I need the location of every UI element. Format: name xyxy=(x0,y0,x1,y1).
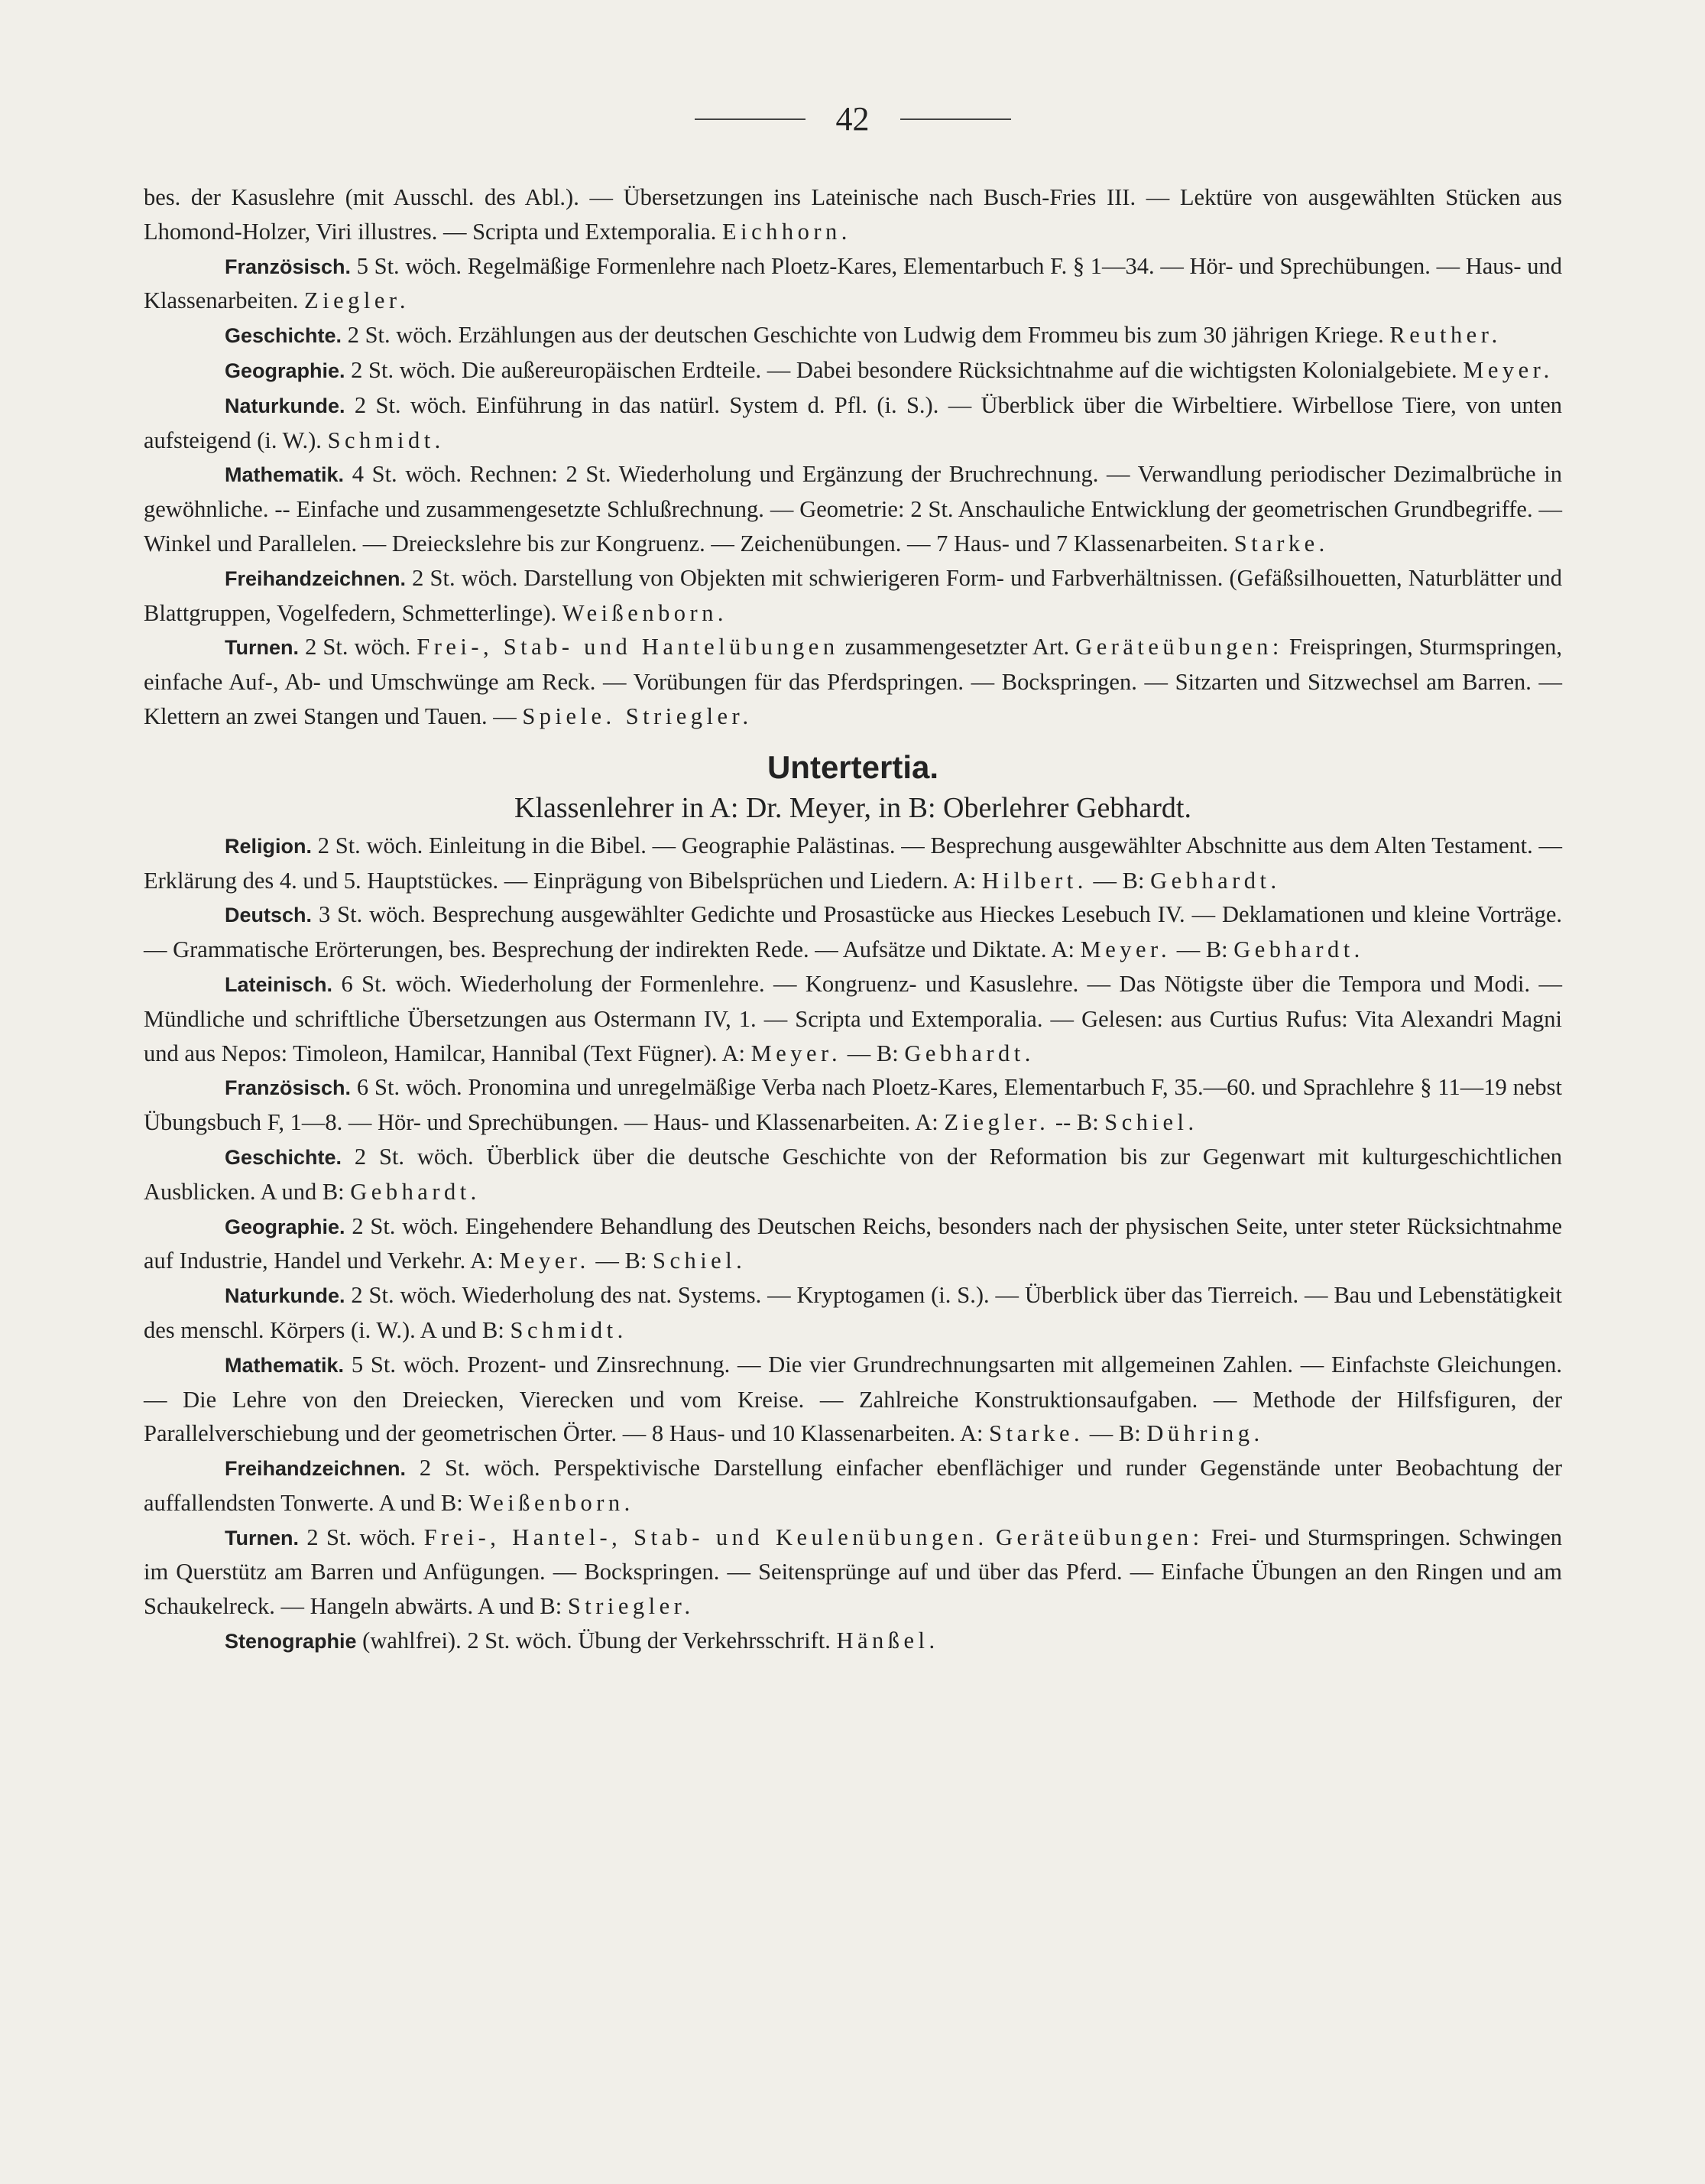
teacher-name: Schmidt. xyxy=(510,1316,627,1343)
header-rule-right xyxy=(900,118,1011,120)
section-subtitle: Klassenlehrer in A: Dr. Meyer, in B: Oberlehrer Gebhardt. xyxy=(514,791,1191,824)
page-content xyxy=(144,180,1562,1659)
subject-name: Naturkunde. xyxy=(225,394,345,417)
subject-name: Mathematik. xyxy=(225,463,345,487)
subject-name: Freihandzeichnen. xyxy=(225,566,407,590)
subject-paragraph: Naturkunde. 2 St. wöch. Einführung in das natürl. System d. Pfl. (i. S.). — Überblick über die Wirbeltiere. Wirbellose Tiere, von unten aufsteigend (i. W.). Schmidt. xyxy=(144,391,1562,453)
subject-name: Geschichte. xyxy=(225,1145,342,1169)
teacher-name: Striegler. xyxy=(567,1593,695,1620)
teacher-name: Reuther. xyxy=(1389,322,1502,349)
teacher-name: Meyer. xyxy=(499,1248,590,1274)
subject-paragraph: Mathematik. 5 St. wöch. Prozent- und Zinsrechnung. — Die vier Grundrechnungsarten mit allgemeinen Zahlen. — Einfachste Gleichungen. — Die Lehre von den Dreiecken, Vierecken und vom Kreise. — Zahlreiche Konstruktionsaufgaben. — Methode der Hilfsfiguren, der Parallelverschiebung und der geometrischen Örter. — 8 Haus- und 10 Klassenarbeiten. A: Starke. — B: Dühring. xyxy=(144,1351,1562,1447)
subject-paragraph: Französisch. 6 St. wöch. Pronomina und unregelmäßige Verba nach Ploetz-Kares, Elementarbuch F, 35.—60. und Sprachlehre § 11—19 nebst Übungsbuch F, 1—8. — Hör- und Sprechübungen. — Haus- und Klassenarbeiten. A: Ziegler. -- B: Schiel. xyxy=(144,1074,1562,1136)
teacher-name: Gebhardt. xyxy=(1150,867,1281,894)
teacher-name: Ziegler. xyxy=(304,287,410,314)
subject-paragraph: Geschichte. 2 St. wöch. Überblick über die deutsche Geschichte von der Reformation bis zur Gegenwart mit kulturgeschichtlichen Ausblicken. A und B: Gebhardt. xyxy=(144,1143,1562,1205)
teacher-name: Weißenborn. xyxy=(562,599,728,626)
subject-paragraph: Geographie. 2 St. wöch. Die außereuropäischen Erdteile. — Dabei besondere Rücksichtnahme auf die wichtigsten Kolonialgebiete. Meyer. xyxy=(225,356,1554,383)
teacher-name: Schmidt. xyxy=(327,427,445,453)
subject-paragraph: Naturkunde. 2 St. wöch. Wiederholung des nat. Systems. — Kryptogamen (i. S.). — Überblick über das Tierreich. — Bau und Lebenstätigkeit des menschl. Körpers (i. W.). A und B: Schmidt. xyxy=(144,1282,1562,1343)
teacher-name: Meyer. xyxy=(1080,936,1172,963)
teacher-name: Weißenborn. xyxy=(468,1489,634,1516)
subject-name: Turnen. xyxy=(225,1526,299,1550)
subject-paragraph: Deutsch. 3 St. wöch. Besprechung ausgewählter Gedichte und Prosastücke aus Hieckes Lesebuch IV. — Deklamationen und kleine Vorträge. — Grammatische Erörterungen, bes. Besprechung der indirekten Rede. — Aufsätze und Diktate. A: Meyer. — B: Gebhardt. xyxy=(144,901,1562,963)
subject-name: Geschichte. xyxy=(225,324,342,348)
teacher-name: Hilbert. xyxy=(981,867,1088,894)
subject-paragraph: Turnen. 2 St. wöch. Frei-, Stab- und Hantelübungen zusammengesetzter Art. Geräteübungen: Freispringen, Sturmspringen, einfache Auf-, Ab- und Umschwünge am Reck. — Vorübungen für das Pferdspringen. — Bockspringen. — Sitzarten und Sitzwechsel am Barren. — Klettern an zwei Stangen und Tauen. — Spiele. Striegler. xyxy=(144,634,1562,729)
subject-paragraph: Religion. 2 St. wöch. Einleitung in die Bibel. — Geographie Palästinas. — Besprechung ausgewählter Abschnitte aus dem Alten Testament. — Erklärung des 4. und 5. Hauptstückes. — Einprägung von Bibelsprüchen und Liedern. A: Hilbert. — B: Gebhardt. xyxy=(144,832,1562,894)
teacher-name: Gebhardt. xyxy=(350,1178,481,1205)
teacher-name: Starke. xyxy=(989,1420,1084,1447)
subject-name: Turnen. xyxy=(225,636,299,660)
subject-name: Mathematik. xyxy=(225,1353,345,1377)
teacher-name: Ziegler. xyxy=(944,1109,1050,1136)
subject-name: Stenographie xyxy=(225,1630,357,1653)
teacher-name: Gebhardt. xyxy=(1233,936,1364,963)
teacher-name: Gebhardt. xyxy=(904,1040,1035,1066)
subject-name: Geographie. xyxy=(225,359,345,382)
subject-paragraph: Turnen. 2 St. wöch. Frei-, Hantel-, Stab- und Keulenübungen. Geräteübungen: Frei- und Sturmspringen. Schwingen im Querstütz am Barren und Anfügungen. — Bockspringen. — Seitensprünge auf und über das Pferd. — Einfache Übungen an den Ringen und am Schaukelreck. — Hangeln abwärts. A und B: Striegler. xyxy=(144,1524,1562,1620)
subject-name: Französisch. xyxy=(225,255,352,278)
subject-name: Deutsch. xyxy=(225,904,313,927)
section-title: Untertertia. xyxy=(767,748,939,785)
teacher-name: Starke. xyxy=(1233,530,1329,557)
teacher-name: Spiele. Striegler. xyxy=(522,703,753,729)
subject-name: Geographie. xyxy=(225,1215,345,1238)
subject-name: Religion. xyxy=(225,834,312,858)
subject-name: Naturkunde. xyxy=(225,1284,345,1308)
teacher-name: Eichhorn. xyxy=(722,218,851,245)
teacher-name: Dühring. xyxy=(1146,1420,1264,1447)
page-number: 42 xyxy=(835,100,870,138)
subject-name: Lateinisch. xyxy=(225,972,333,996)
spaced-text: Frei-, Hantel-, Stab- und Keulenübungen. xyxy=(423,1524,988,1550)
subject-paragraph: Geographie. 2 St. wöch. Eingehendere Behandlung des Deutschen Reichs, besonders nach der physischen Seite, unter steter Rücksichtnahme auf Industrie, Handel und Verkehr. A: Meyer. — B: Schiel. xyxy=(144,1212,1562,1274)
subject-paragraph: Freihandzeichnen. 2 St. wöch. Darstellung von Objekten mit schwierigeren Form- und Farbverhältnissen. (Gefäßsilhouetten, Naturblätter und Blattgruppen, Vogelfedern, Schmetterlinge). Weißenborn. xyxy=(144,564,1562,626)
spaced-text: Geräteübungen: xyxy=(1075,634,1283,660)
teacher-name: Schiel. xyxy=(1104,1109,1198,1136)
subject-paragraph: Französisch. 5 St. wöch. Regelmäßige Formenlehre nach Ploetz-Kares, Elementarbuch F. § 1—34. — Hör- und Sprechübungen. — Haus- und Klassenarbeiten. Ziegler. xyxy=(144,252,1562,314)
teacher-name: Schiel. xyxy=(653,1248,747,1274)
teacher-name: Meyer. xyxy=(1463,356,1554,383)
teacher-name: Hänßel. xyxy=(836,1627,939,1654)
subject-paragraph: Mathematik. 4 St. wöch. Rechnen: 2 St. Wiederholung und Ergänzung der Bruchrechnung. — Verwandlung periodischer Dezimalbrüche in gewöhnliche. -- Einfache und zusammengesetzte Schlußrechnung. — Geometrie: 2 St. Anschauliche Entwicklung der geometrischen Grundbegriffe. — Winkel und Parallelen. — Dreieckslehre bis zur Kongruenz. — Zeichenübungen. — 7 Haus- und 7 Klassenarbeiten. Starke. xyxy=(144,461,1562,557)
subject-paragraph: Freihandzeichnen. 2 St. wöch. Perspektivische Darstellung einfacher ebenflächiger und runder Gegenstände unter Beobachtung der auffallendsten Tonwerte. A und B: Weißenborn. xyxy=(144,1455,1562,1516)
teacher-name: Meyer. xyxy=(750,1040,842,1066)
subject-name: Französisch. xyxy=(225,1076,352,1100)
subject-name: Freihandzeichnen. xyxy=(225,1457,407,1481)
continuation-paragraph: bes. der Kasuslehre (mit Ausschl. des Abl.). — Übersetzungen ins Lateinische nach Busch-Fries III. — Lektüre von ausgewählten Stücken aus Lhomond-Holzer, Viri illustres. — Scripta und Extemporalia. Eichhorn. xyxy=(144,184,1562,245)
subject-paragraph: Stenographie (wahlfrei). 2 St. wöch. Übung der Verkehrsschrift. Hänßel. xyxy=(225,1627,939,1654)
page-header xyxy=(0,99,1705,138)
subject-paragraph: Geschichte. 2 St. wöch. Erzählungen aus der deutschen Geschichte von Ludwig dem Frommeu bis zum 30 jährigen Kriege. Reuther. xyxy=(225,322,1502,349)
spaced-text: Frei-, Stab- und Hantelübungen xyxy=(417,634,839,660)
spaced-text: Geräteübungen: xyxy=(995,1524,1204,1550)
header-rule-left xyxy=(695,118,805,120)
subject-paragraph: Lateinisch. 6 St. wöch. Wiederholung der Formenlehre. — Kongruenz- und Kasuslehre. — Das Nötigste über die Tempora und Modi. — Mündliche und schriftliche Übersetzungen aus Ostermann IV, 1. — Scripta und Extemporalia. — Gelesen: aus Curtius Rufus: Vita Alexandri Magni und aus Nepos: Timoleon, Hamilcar, Hannibal (Text Fügner). A: Meyer. — B: Gebhardt. xyxy=(144,970,1562,1066)
